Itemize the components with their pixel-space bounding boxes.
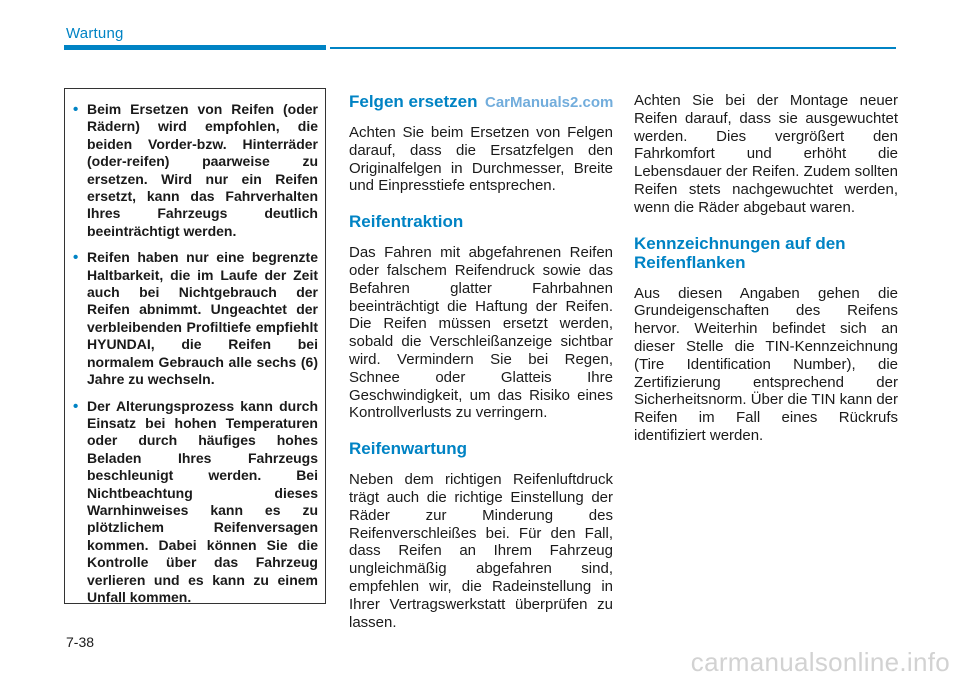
footer-watermark: carmanualsonline.info — [690, 647, 950, 677]
carmanuals-watermark: CarManuals2.com — [485, 94, 614, 111]
traktion-body: Das Fahren mit abgefahrenen Reifen oder falschem Reifendruck sowie das Befahren glatter Fahrbahnen beeinträchtigt die Haftung der Reifen. Die Reifen müssen ersetzt werden, sobald die Verschleißanzeige sichtbar wird. Vermindern Sie bei Regen, Schnee oder Glatteis Ihre Geschwindigkeit, um das Risiko eines Kontrollverlusts zu verringern. — [349, 244, 613, 422]
kennzeichnungen-heading: Kennzeichnungen auf den Reifenflanken — [634, 233, 846, 272]
montage-body: Achten Sie bei der Montage neuer Reifen darauf, dass sie ausgewuchtet werden. Dies vergrößert den Fahrkomfort und erhöht die Lebensdauer der Reifen. Zudem sollten Reifen stets nachgewuchtet werden, wenn die Räder abgebaut waren. — [634, 92, 898, 216]
felgen-body: Achten Sie beim Ersetzen von Felgen darauf, dass die Ersatzfelgen den Originalfelgen in Durchmesser, Breite und Einpresstiefe entsprechen. — [349, 124, 613, 195]
warning-item-text: Beim Ersetzen von Reifen (oder Rädern) wird empfohlen, die beiden Vorder-bzw. Hinterräder (oder-reifen) paarweise zu ersetzen. Wird nur ein Reifen ersetzt, kann das Fahrverhalten Ihres Fahrzeugs deutlich beeinträchtigt werden. — [87, 101, 318, 239]
header-rule-thick — [64, 45, 326, 50]
page-number: 7-38 — [66, 634, 95, 650]
column-middle — [349, 92, 613, 648]
warning-item — [73, 101, 318, 240]
traktion-heading: Reifentraktion — [349, 212, 464, 232]
warning-list — [73, 101, 318, 606]
warning-item — [73, 249, 318, 388]
warning-item — [73, 398, 318, 607]
wartung-body: Neben dem richtigen Reifenluftdruck trägt auch die richtige Einstellung der Räder zur Minderung des Reifenverschleißes bei. Für den Fall, dass Reifen an Ihrem Fahrzeug ungleichmäßig abgefahren sind, empfehlen wir, die Radeinstellung in Ihrer Vertragswerkstatt überprüfen zu lassen. — [349, 471, 613, 631]
bullet-icon: • — [73, 249, 79, 267]
warning-item-text: Reifen haben nur eine begrenzte Haltbarkeit, die im Laufe der Zeit auch bei Nichtgebrauch der Reifen abnimmt. Ungeachtet der verbleibenden Profiltiefe empfiehlt HYUNDAI, die Reifen bei normalem Gebrauch alle sechs (6) Jahre zu wechseln. — [87, 249, 318, 388]
bullet-icon: • — [73, 101, 79, 118]
felgen-heading-row — [349, 92, 613, 111]
section-title: Wartung — [66, 25, 124, 42]
warning-item-text: Der Alterungsprozess kann durch Einsatz bei hohen Temperaturen oder durch häufiges hohes Beladen Ihres Fahrzeugs beschleunigt werden. Bei Nichtbeachtung dieses Warnhinweises kann es zu plötzlichem Reifenversagen kommen. Dabei können Sie die Kontrolle über das Fahrzeug verlieren und es kann zu einem Unfall kommen. — [87, 397, 318, 605]
felgen-heading: Felgen ersetzen — [349, 92, 478, 111]
kennzeichnungen-body: Aus diesen Angaben gehen die Grundeigenschaften des Reifens hervor. Weiterhin befindet sich an dieser Stelle die TIN-Kennzeichnung (Tire Identification Number), die Zertifizierung entsprechend der Sicherheitsnorm. Über die TIN kann der Reifen im Fall eines Rückrufs identifiziert werden. — [634, 284, 899, 444]
wartung-heading: Reifenwartung — [349, 439, 468, 459]
header-rule-thin — [330, 47, 896, 49]
bullet-icon: • — [73, 397, 79, 415]
column-right — [634, 92, 898, 462]
warning-box — [64, 88, 326, 604]
